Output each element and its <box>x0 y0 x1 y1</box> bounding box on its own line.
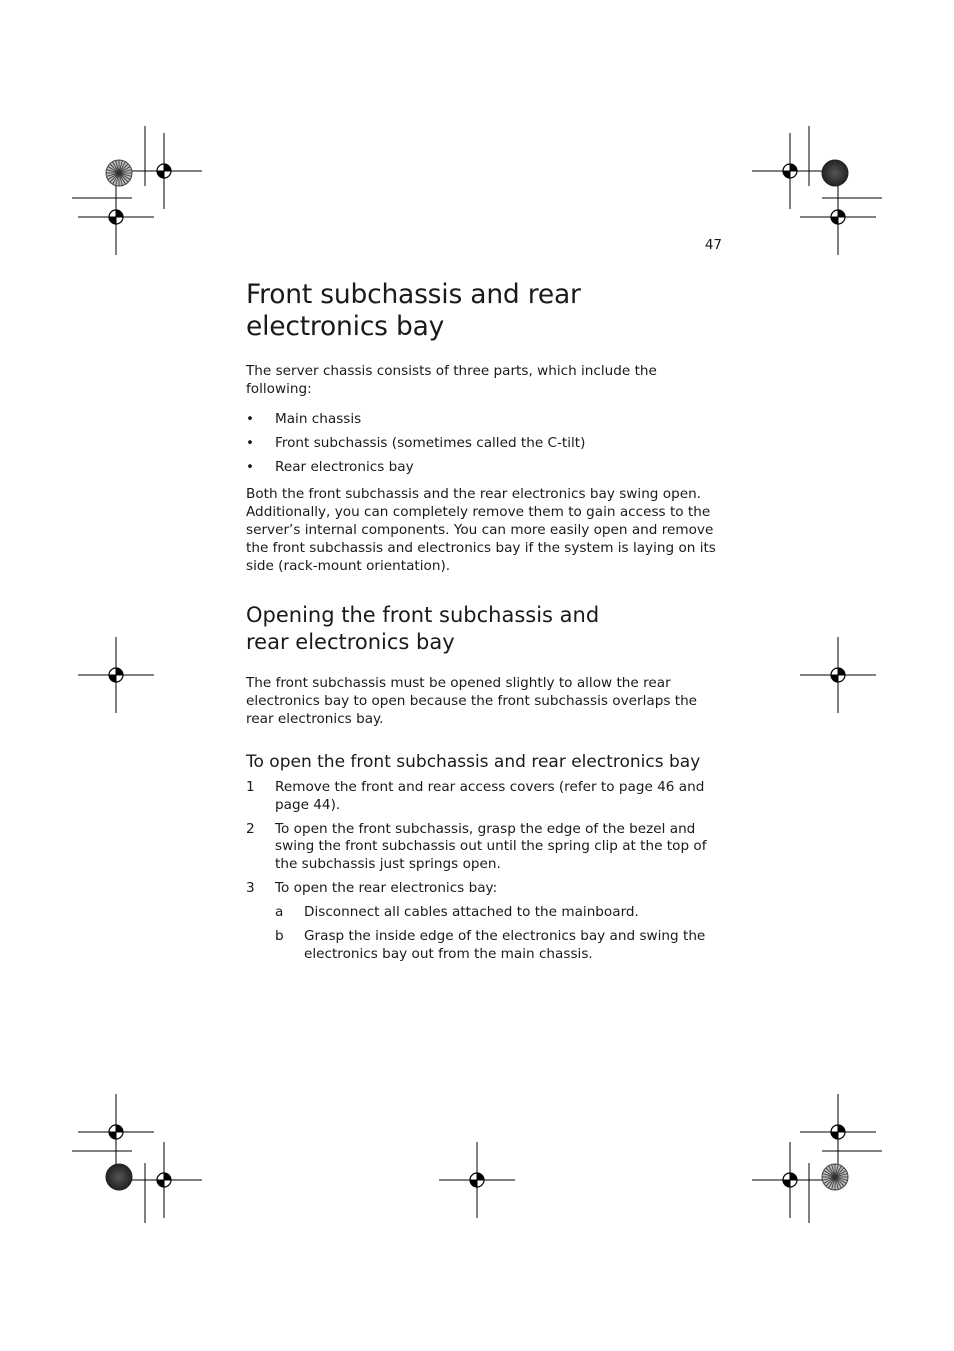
substep-a <box>275 904 726 922</box>
step-number: 2 <box>246 820 255 837</box>
substep-letter: b <box>275 928 284 945</box>
procedure-heading: To open the front subchassis and rear electronics bay <box>246 751 701 772</box>
substeps <box>275 904 726 964</box>
parts-list <box>246 411 726 477</box>
starburst-mark-bottom-right <box>822 1164 848 1190</box>
step-number: 1 <box>246 778 255 795</box>
dark-disc-mark-bottom-left <box>106 1164 132 1190</box>
section-paragraph: The front subchassis must be opened slightly to allow the rear electronics bay to open because the front subchassis overlaps the rear electronics bay. <box>246 675 698 727</box>
swing-paragraph: Both the front subchassis and the rear electronics bay swing open. Additionally, you can completely remove them to gain access to the server’s internal components. You can more easily open and remove the front subchassis and electronics bay if the system is laying on its side (rack-mount orientation). <box>246 486 716 574</box>
page-number: 47 <box>704 237 722 253</box>
procedure-steps <box>246 779 726 964</box>
step-text: To open the front subchassis, grasp the edge of the bezel and swing the front subchassis out until the spring clip at the top of the subchassis just springs open. <box>275 820 707 873</box>
list-item: • Rear electronics bay <box>246 459 726 477</box>
list-item: • Front subchassis (sometimes called the C-tilt) <box>246 435 726 453</box>
list-item: • Main chassis <box>246 411 726 429</box>
substep-letter: a <box>275 904 284 921</box>
page-title: Front subchassis and rear electronics bay <box>246 279 581 342</box>
substep-b <box>275 928 726 964</box>
step-text: Remove the front and rear access covers (refer to page 46 and page 44). <box>275 778 705 813</box>
page-content <box>246 279 726 970</box>
step-text: To open the rear electronics bay: <box>275 880 498 897</box>
intro-paragraph: The server chassis consists of three parts, which include the following: <box>246 363 657 397</box>
starburst-mark-top-left <box>106 160 132 186</box>
substep-text: Disconnect all cables attached to the mainboard. <box>304 904 639 921</box>
step-2 <box>246 821 726 874</box>
step-3 <box>246 880 726 964</box>
section-heading: Opening the front subchassis and rear electronics bay <box>246 603 600 655</box>
step-1 <box>246 779 726 815</box>
substep-text: Grasp the inside edge of the electronics bay and swing the electronics bay out from the main chassis. <box>304 928 706 962</box>
dark-disc-mark-top-right <box>822 160 848 186</box>
step-number: 3 <box>246 880 255 897</box>
